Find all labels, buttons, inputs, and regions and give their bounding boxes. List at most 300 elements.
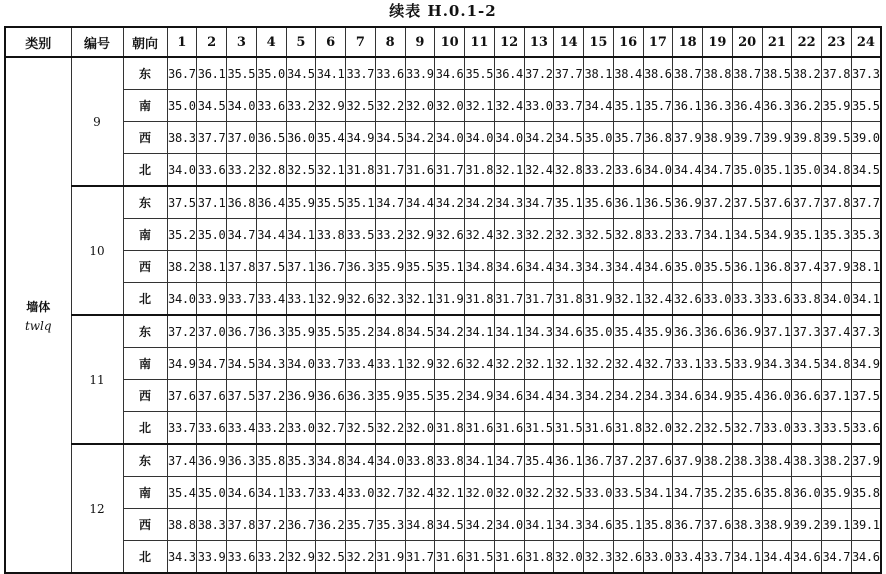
value-cell: 34.1 — [316, 57, 346, 90]
value-cell: 35.9 — [822, 90, 852, 122]
value-cell: 32.6 — [346, 283, 376, 316]
value-cell: 32.7 — [732, 412, 762, 445]
value-cell: 32.0 — [643, 412, 673, 445]
value-cell: 34.4 — [524, 251, 554, 283]
value-cell: 34.5 — [851, 154, 881, 187]
value-cell: 32.5 — [346, 412, 376, 445]
table-row — [5, 348, 881, 380]
value-cell: 34.4 — [613, 251, 643, 283]
value-cell: 32.1 — [405, 283, 435, 316]
value-cell: 38.3 — [732, 509, 762, 541]
value-cell: 35.1 — [554, 186, 584, 219]
value-cell: 32.5 — [584, 219, 614, 251]
value-cell: 32.2 — [524, 219, 554, 251]
value-cell: 32.9 — [316, 90, 346, 122]
value-cell: 34.6 — [494, 251, 524, 283]
header-hour: 18 — [673, 27, 703, 57]
value-cell: 34.0 — [494, 509, 524, 541]
value-cell: 33.7 — [316, 348, 346, 380]
value-cell: 33.4 — [256, 283, 286, 316]
value-cell: 32.7 — [316, 412, 346, 445]
value-cell: 39.1 — [851, 509, 881, 541]
value-cell: 37.0 — [227, 122, 257, 154]
orientation-cell: 东 — [123, 444, 167, 477]
value-cell: 32.0 — [435, 90, 465, 122]
value-cell: 35.3 — [851, 219, 881, 251]
value-cell: 38.4 — [613, 57, 643, 90]
value-cell: 39.1 — [822, 509, 852, 541]
value-cell: 35.5 — [703, 251, 733, 283]
value-cell: 32.2 — [375, 412, 405, 445]
value-cell: 34.9 — [346, 122, 376, 154]
header-hour: 16 — [613, 27, 643, 57]
value-cell: 35.9 — [286, 186, 316, 219]
orientation-cell: 西 — [123, 509, 167, 541]
value-cell: 33.6 — [613, 154, 643, 187]
header-hour: 10 — [435, 27, 465, 57]
value-cell: 35.1 — [346, 186, 376, 219]
header-hour: 6 — [316, 27, 346, 57]
value-cell: 33.6 — [256, 90, 286, 122]
value-cell: 35.5 — [465, 57, 495, 90]
value-cell: 35.5 — [227, 57, 257, 90]
value-cell: 34.5 — [286, 57, 316, 90]
value-cell: 35.2 — [167, 219, 197, 251]
header-hour: 15 — [584, 27, 614, 57]
value-cell: 37.7 — [792, 186, 822, 219]
value-cell: 34.1 — [256, 477, 286, 509]
category-cell — [5, 57, 71, 573]
value-cell: 34.3 — [494, 186, 524, 219]
value-cell: 33.2 — [584, 154, 614, 187]
orientation-cell: 北 — [123, 412, 167, 445]
value-cell: 33.9 — [197, 283, 227, 316]
value-cell: 33.2 — [375, 219, 405, 251]
value-cell: 37.1 — [197, 186, 227, 219]
value-cell: 33.2 — [643, 219, 673, 251]
value-cell: 36.0 — [286, 122, 316, 154]
value-cell: 32.4 — [405, 477, 435, 509]
value-cell: 37.2 — [613, 444, 643, 477]
value-cell: 36.3 — [762, 90, 792, 122]
value-cell: 34.1 — [465, 444, 495, 477]
header-hour: 8 — [375, 27, 405, 57]
value-cell: 35.4 — [732, 380, 762, 412]
value-cell: 33.8 — [316, 219, 346, 251]
value-cell: 36.3 — [256, 315, 286, 348]
value-cell: 34.4 — [405, 186, 435, 219]
value-cell: 33.4 — [673, 541, 703, 574]
value-cell: 34.5 — [227, 348, 257, 380]
value-cell: 36.7 — [167, 57, 197, 90]
value-cell: 34.3 — [762, 348, 792, 380]
value-cell: 38.3 — [792, 444, 822, 477]
value-cell: 36.3 — [673, 315, 703, 348]
table-row — [5, 90, 881, 122]
header-hour: 1 — [167, 27, 197, 57]
value-cell: 33.0 — [643, 541, 673, 574]
value-cell: 36.3 — [227, 444, 257, 477]
value-cell: 37.8 — [822, 57, 852, 90]
value-cell: 35.0 — [584, 315, 614, 348]
value-cell: 38.3 — [167, 122, 197, 154]
value-cell: 34.9 — [762, 219, 792, 251]
value-cell: 32.3 — [554, 219, 584, 251]
header-hour: 19 — [703, 27, 733, 57]
value-cell: 32.6 — [435, 219, 465, 251]
value-cell: 32.3 — [584, 541, 614, 574]
value-cell: 36.8 — [227, 186, 257, 219]
value-cell: 31.8 — [524, 541, 554, 574]
value-cell: 31.9 — [584, 283, 614, 316]
value-cell: 35.0 — [732, 154, 762, 187]
value-cell: 31.5 — [554, 412, 584, 445]
value-cell: 34.6 — [435, 57, 465, 90]
table-row — [5, 219, 881, 251]
value-cell: 34.4 — [762, 541, 792, 574]
value-cell: 35.0 — [584, 122, 614, 154]
value-cell: 37.6 — [703, 509, 733, 541]
value-cell: 32.4 — [494, 90, 524, 122]
orientation-cell: 西 — [123, 122, 167, 154]
value-cell: 34.3 — [524, 315, 554, 348]
value-cell: 35.5 — [851, 90, 881, 122]
value-cell: 34.1 — [524, 509, 554, 541]
value-cell: 35.5 — [405, 251, 435, 283]
value-cell: 36.9 — [732, 315, 762, 348]
table-row — [5, 444, 881, 477]
value-cell: 32.9 — [316, 283, 346, 316]
value-cell: 34.3 — [167, 541, 197, 574]
value-cell: 35.8 — [256, 444, 286, 477]
value-cell: 35.1 — [613, 90, 643, 122]
value-cell: 31.9 — [435, 283, 465, 316]
value-cell: 34.0 — [822, 283, 852, 316]
value-cell: 35.4 — [524, 444, 554, 477]
value-cell: 32.3 — [494, 219, 524, 251]
table-row — [5, 283, 881, 316]
value-cell: 37.4 — [792, 251, 822, 283]
value-cell: 32.1 — [554, 348, 584, 380]
value-cell: 37.7 — [554, 57, 584, 90]
value-cell: 37.3 — [851, 315, 881, 348]
value-cell: 37.5 — [167, 186, 197, 219]
value-cell: 33.0 — [286, 412, 316, 445]
value-cell: 35.0 — [256, 57, 286, 90]
value-cell: 34.9 — [851, 348, 881, 380]
value-cell: 34.0 — [643, 154, 673, 187]
value-cell: 34.3 — [554, 380, 584, 412]
header-row — [5, 27, 881, 57]
value-cell: 34.6 — [584, 509, 614, 541]
value-cell: 33.2 — [227, 154, 257, 187]
value-cell: 34.3 — [584, 251, 614, 283]
value-cell: 38.3 — [732, 444, 762, 477]
value-cell: 35.0 — [197, 477, 227, 509]
value-cell: 33.3 — [792, 412, 822, 445]
value-cell: 32.5 — [316, 541, 346, 574]
value-cell: 34.7 — [494, 444, 524, 477]
value-cell: 34.5 — [375, 122, 405, 154]
table-row — [5, 380, 881, 412]
orientation-cell: 南 — [123, 219, 167, 251]
value-cell: 31.8 — [465, 283, 495, 316]
value-cell: 35.5 — [316, 315, 346, 348]
value-cell: 32.4 — [465, 348, 495, 380]
value-cell: 34.3 — [256, 348, 286, 380]
value-cell: 34.7 — [524, 186, 554, 219]
value-cell: 31.6 — [584, 412, 614, 445]
value-cell: 36.1 — [197, 57, 227, 90]
value-cell: 37.6 — [197, 380, 227, 412]
value-cell: 32.0 — [494, 477, 524, 509]
value-cell: 33.4 — [346, 348, 376, 380]
value-cell: 38.2 — [703, 444, 733, 477]
group-number: 9 — [71, 57, 123, 186]
header-hour: 7 — [346, 27, 376, 57]
orientation-cell: 西 — [123, 251, 167, 283]
value-cell: 32.5 — [286, 154, 316, 187]
value-cell: 37.6 — [762, 186, 792, 219]
value-cell: 37.2 — [167, 315, 197, 348]
value-cell: 36.3 — [703, 90, 733, 122]
value-cell: 31.5 — [465, 541, 495, 574]
header-hour: 21 — [762, 27, 792, 57]
value-cell: 31.7 — [375, 154, 405, 187]
value-cell: 33.0 — [524, 90, 554, 122]
value-cell: 36.8 — [643, 122, 673, 154]
value-cell: 36.0 — [762, 380, 792, 412]
value-cell: 34.9 — [703, 380, 733, 412]
value-cell: 32.6 — [673, 283, 703, 316]
value-cell: 32.1 — [494, 154, 524, 187]
value-cell: 33.0 — [584, 477, 614, 509]
value-cell: 37.1 — [822, 380, 852, 412]
cooling-load-temperature-table — [4, 26, 882, 574]
value-cell: 38.7 — [732, 57, 762, 90]
value-cell: 33.6 — [197, 154, 227, 187]
value-cell: 34.7 — [227, 219, 257, 251]
value-cell: 32.8 — [554, 154, 584, 187]
value-cell: 36.7 — [584, 444, 614, 477]
orientation-cell: 南 — [123, 348, 167, 380]
value-cell: 33.1 — [673, 348, 703, 380]
value-cell: 32.2 — [375, 90, 405, 122]
value-cell: 34.2 — [435, 315, 465, 348]
value-cell: 35.5 — [316, 186, 346, 219]
value-cell: 35.8 — [851, 477, 881, 509]
value-cell: 37.3 — [851, 57, 881, 90]
value-cell: 39.8 — [792, 122, 822, 154]
value-cell: 35.3 — [286, 444, 316, 477]
value-cell: 37.9 — [673, 444, 703, 477]
value-cell: 36.8 — [762, 251, 792, 283]
value-cell: 34.3 — [554, 509, 584, 541]
value-cell: 34.7 — [197, 348, 227, 380]
value-cell: 32.7 — [643, 348, 673, 380]
value-cell: 32.5 — [346, 90, 376, 122]
table-row — [5, 315, 881, 348]
value-cell: 34.5 — [405, 315, 435, 348]
value-cell: 34.4 — [256, 219, 286, 251]
value-cell: 33.5 — [703, 348, 733, 380]
value-cell: 34.4 — [673, 154, 703, 187]
value-cell: 36.9 — [673, 186, 703, 219]
value-cell: 36.6 — [316, 380, 346, 412]
value-cell: 34.0 — [167, 154, 197, 187]
value-cell: 34.7 — [673, 477, 703, 509]
value-cell: 36.9 — [286, 380, 316, 412]
value-cell: 38.5 — [762, 57, 792, 90]
value-cell: 32.9 — [405, 219, 435, 251]
value-cell: 32.9 — [286, 541, 316, 574]
value-cell: 32.8 — [613, 219, 643, 251]
value-cell: 36.5 — [256, 122, 286, 154]
value-cell: 35.8 — [643, 509, 673, 541]
value-cell: 32.1 — [435, 477, 465, 509]
value-cell: 32.5 — [554, 477, 584, 509]
header-hour: 5 — [286, 27, 316, 57]
value-cell: 31.7 — [494, 283, 524, 316]
value-cell: 33.5 — [613, 477, 643, 509]
header-category: 类别 — [5, 27, 71, 57]
value-cell: 35.6 — [732, 477, 762, 509]
value-cell: 34.8 — [822, 348, 852, 380]
value-cell: 32.0 — [405, 412, 435, 445]
header-hour: 12 — [494, 27, 524, 57]
group-number: 11 — [71, 315, 123, 444]
value-cell: 35.8 — [762, 477, 792, 509]
value-cell: 37.9 — [822, 251, 852, 283]
table-row — [5, 477, 881, 509]
orientation-cell: 北 — [123, 154, 167, 187]
table-row — [5, 57, 881, 90]
value-cell: 38.9 — [762, 509, 792, 541]
value-cell: 32.8 — [256, 154, 286, 187]
value-cell: 37.0 — [197, 315, 227, 348]
value-cell: 37.9 — [673, 122, 703, 154]
table-row — [5, 186, 881, 219]
value-cell: 39.2 — [792, 509, 822, 541]
header-hour: 3 — [227, 27, 257, 57]
value-cell: 38.6 — [643, 57, 673, 90]
value-cell: 32.7 — [375, 477, 405, 509]
value-cell: 34.1 — [732, 541, 762, 574]
value-cell: 31.7 — [524, 283, 554, 316]
value-cell: 36.6 — [792, 380, 822, 412]
value-cell: 34.4 — [524, 380, 554, 412]
value-cell: 35.9 — [286, 315, 316, 348]
value-cell: 38.2 — [167, 251, 197, 283]
table-body — [5, 57, 881, 573]
value-cell: 35.4 — [167, 477, 197, 509]
value-cell: 34.9 — [465, 380, 495, 412]
value-cell: 32.9 — [405, 348, 435, 380]
value-cell: 36.0 — [792, 477, 822, 509]
header-hour: 11 — [465, 27, 495, 57]
value-cell: 33.8 — [405, 444, 435, 477]
value-cell: 35.0 — [673, 251, 703, 283]
value-cell: 37.6 — [643, 444, 673, 477]
value-cell: 31.6 — [494, 541, 524, 574]
value-cell: 34.1 — [494, 315, 524, 348]
value-cell: 34.2 — [465, 186, 495, 219]
value-cell: 32.2 — [494, 348, 524, 380]
value-cell: 34.5 — [435, 509, 465, 541]
value-cell: 31.7 — [405, 541, 435, 574]
value-cell: 31.6 — [465, 412, 495, 445]
value-cell: 32.1 — [316, 154, 346, 187]
value-cell: 37.2 — [703, 186, 733, 219]
value-cell: 34.7 — [822, 541, 852, 574]
value-cell: 36.5 — [643, 186, 673, 219]
value-cell: 33.4 — [316, 477, 346, 509]
value-cell: 32.4 — [465, 219, 495, 251]
orientation-cell: 东 — [123, 186, 167, 219]
value-cell: 34.5 — [554, 122, 584, 154]
value-cell: 33.2 — [256, 412, 286, 445]
value-cell: 34.3 — [554, 251, 584, 283]
value-cell: 35.7 — [613, 122, 643, 154]
value-cell: 33.6 — [851, 412, 881, 445]
value-cell: 34.3 — [643, 380, 673, 412]
value-cell: 33.6 — [762, 283, 792, 316]
category-label: 墙体 — [26, 299, 51, 314]
value-cell: 31.8 — [346, 154, 376, 187]
orientation-cell: 西 — [123, 380, 167, 412]
value-cell: 33.7 — [346, 57, 376, 90]
value-cell: 36.4 — [494, 57, 524, 90]
value-cell: 33.7 — [227, 283, 257, 316]
value-cell: 33.6 — [375, 57, 405, 90]
value-cell: 37.5 — [256, 251, 286, 283]
value-cell: 37.6 — [167, 380, 197, 412]
value-cell: 32.1 — [524, 348, 554, 380]
value-cell: 39.9 — [762, 122, 792, 154]
value-cell: 36.4 — [732, 90, 762, 122]
value-cell: 37.8 — [822, 186, 852, 219]
value-cell: 37.1 — [762, 315, 792, 348]
value-cell: 31.8 — [435, 412, 465, 445]
value-cell: 34.5 — [792, 348, 822, 380]
value-cell: 36.7 — [673, 509, 703, 541]
value-cell: 31.7 — [435, 154, 465, 187]
value-cell: 34.1 — [465, 315, 495, 348]
value-cell: 33.1 — [375, 348, 405, 380]
value-cell: 36.1 — [673, 90, 703, 122]
value-cell: 33.5 — [822, 412, 852, 445]
value-cell: 35.3 — [375, 509, 405, 541]
value-cell: 32.2 — [673, 412, 703, 445]
value-cell: 38.8 — [703, 57, 733, 90]
value-cell: 31.9 — [375, 541, 405, 574]
value-cell: 35.4 — [613, 315, 643, 348]
value-cell: 36.3 — [346, 251, 376, 283]
header-hour: 17 — [643, 27, 673, 57]
header-hour: 20 — [732, 27, 762, 57]
value-cell: 34.2 — [584, 380, 614, 412]
orientation-cell: 东 — [123, 315, 167, 348]
value-cell: 38.8 — [167, 509, 197, 541]
value-cell: 34.8 — [405, 509, 435, 541]
value-cell: 35.0 — [197, 219, 227, 251]
value-cell: 34.2 — [465, 509, 495, 541]
value-cell: 33.7 — [673, 219, 703, 251]
value-cell: 31.6 — [494, 412, 524, 445]
group-number: 10 — [71, 186, 123, 315]
value-cell: 36.7 — [286, 509, 316, 541]
value-cell: 37.2 — [256, 509, 286, 541]
